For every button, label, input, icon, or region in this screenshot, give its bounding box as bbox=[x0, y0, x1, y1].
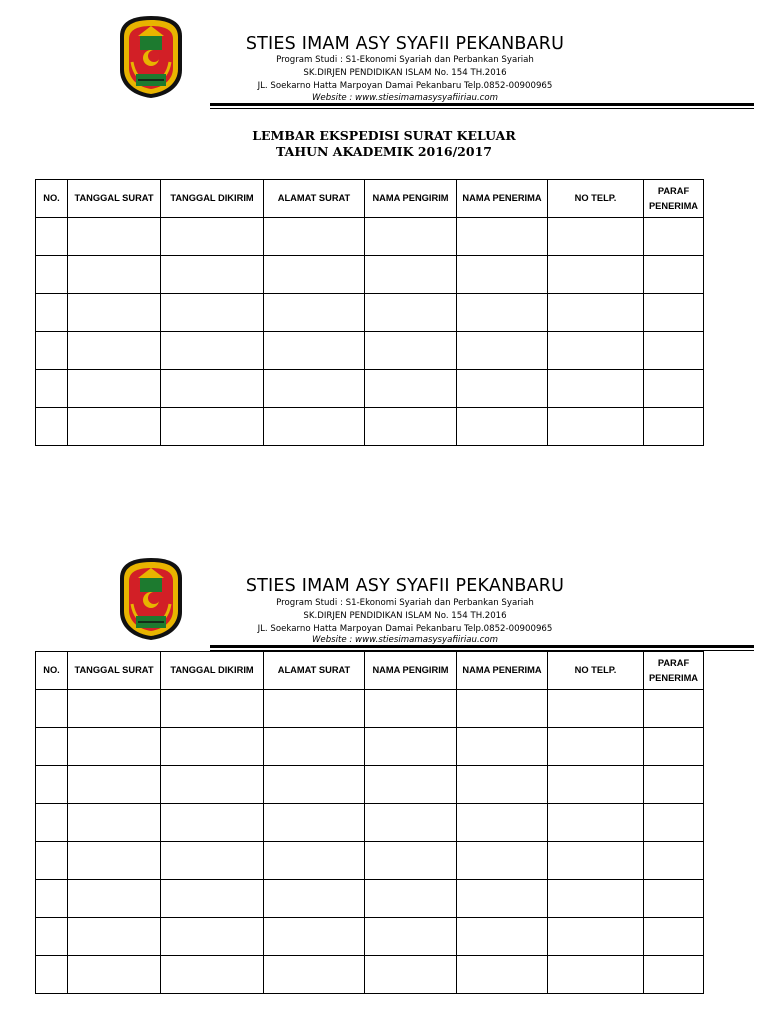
table-cell bbox=[264, 766, 365, 804]
table-cell bbox=[36, 294, 68, 332]
column-header-tanggal-dikirim: TANGGAL DIKIRIM bbox=[161, 652, 264, 690]
table-cell bbox=[36, 408, 68, 446]
table-header-row bbox=[36, 652, 704, 690]
table-cell bbox=[161, 918, 264, 956]
table-cell bbox=[161, 880, 264, 918]
table-cell bbox=[68, 370, 161, 408]
table-cell bbox=[36, 956, 68, 994]
table-cell bbox=[548, 332, 644, 370]
program-line: Program Studi : S1-Ekonomi Syariah dan Perbankan Syariah bbox=[276, 598, 534, 608]
table-cell bbox=[68, 408, 161, 446]
table-cell bbox=[457, 690, 548, 728]
table-cell bbox=[264, 956, 365, 994]
institution-logo-icon bbox=[118, 14, 184, 100]
column-header-tanggal-surat: TANGGAL SURAT bbox=[68, 652, 161, 690]
table-cell bbox=[36, 804, 68, 842]
table-cell bbox=[457, 294, 548, 332]
address-line: JL. Soekarno Hatta Marpoyan Damai Pekanbaru Telp.0852-00900965 bbox=[257, 81, 553, 91]
table-cell bbox=[161, 956, 264, 994]
table-cell bbox=[457, 804, 548, 842]
table-cell bbox=[457, 218, 548, 256]
table-cell bbox=[365, 804, 457, 842]
table-cell bbox=[264, 218, 365, 256]
table-cell bbox=[457, 918, 548, 956]
table-cell bbox=[36, 332, 68, 370]
table-cell bbox=[36, 690, 68, 728]
table-cell bbox=[68, 766, 161, 804]
table-cell bbox=[264, 408, 365, 446]
document-title-line1: LEMBAR EKSPEDISI SURAT KELUAR bbox=[252, 128, 516, 143]
table-cell bbox=[36, 728, 68, 766]
table-cell bbox=[68, 918, 161, 956]
table-cell bbox=[365, 370, 457, 408]
table-row bbox=[36, 370, 704, 408]
table-cell bbox=[161, 804, 264, 842]
table-cell bbox=[548, 804, 644, 842]
table-cell bbox=[644, 294, 704, 332]
table-cell bbox=[548, 218, 644, 256]
table-cell bbox=[36, 766, 68, 804]
table-row bbox=[36, 218, 704, 256]
table-cell bbox=[36, 842, 68, 880]
column-header-nama-pengirim: NAMA PENGIRIM bbox=[365, 652, 457, 690]
table-row bbox=[36, 256, 704, 294]
table-cell bbox=[161, 332, 264, 370]
table-cell bbox=[457, 332, 548, 370]
table-cell bbox=[161, 218, 264, 256]
website-line: Website : www.stiesimamasysyafiiriau.com bbox=[311, 635, 499, 645]
table-cell bbox=[365, 256, 457, 294]
table-cell bbox=[548, 728, 644, 766]
program-line: Program Studi : S1-Ekonomi Syariah dan Perbankan Syariah bbox=[276, 55, 534, 65]
table-cell bbox=[36, 370, 68, 408]
table-row bbox=[36, 956, 704, 994]
table-cell bbox=[264, 804, 365, 842]
expedition-table-2 bbox=[35, 651, 704, 994]
table-cell bbox=[548, 370, 644, 408]
header-divider-thick bbox=[210, 645, 754, 648]
table-cell bbox=[548, 690, 644, 728]
table-cell bbox=[161, 370, 264, 408]
table-row bbox=[36, 766, 704, 804]
table-cell bbox=[548, 842, 644, 880]
table-cell bbox=[457, 880, 548, 918]
table-cell bbox=[548, 956, 644, 994]
table-cell bbox=[548, 918, 644, 956]
table-cell bbox=[68, 256, 161, 294]
column-header-nama-pengirim: NAMA PENGIRIM bbox=[365, 180, 457, 218]
institution-logo-icon bbox=[118, 556, 184, 642]
table-cell bbox=[161, 690, 264, 728]
table-cell bbox=[644, 804, 704, 842]
table-cell bbox=[68, 880, 161, 918]
table-cell bbox=[548, 408, 644, 446]
table-cell bbox=[365, 218, 457, 256]
table-cell bbox=[161, 294, 264, 332]
table-cell bbox=[36, 256, 68, 294]
table-cell bbox=[68, 690, 161, 728]
table-row bbox=[36, 294, 704, 332]
table-cell bbox=[264, 728, 365, 766]
table-row bbox=[36, 408, 704, 446]
table-cell bbox=[36, 218, 68, 256]
table-cell bbox=[365, 918, 457, 956]
table-cell bbox=[68, 956, 161, 994]
table-cell bbox=[68, 332, 161, 370]
table-cell bbox=[264, 842, 365, 880]
table-cell bbox=[644, 332, 704, 370]
table-cell bbox=[68, 294, 161, 332]
column-header-alamat-surat: ALAMAT SURAT bbox=[264, 180, 365, 218]
table-cell bbox=[457, 766, 548, 804]
column-header-alamat-surat: ALAMAT SURAT bbox=[264, 652, 365, 690]
table-cell bbox=[264, 918, 365, 956]
table-cell bbox=[457, 728, 548, 766]
institution-name: STIES IMAM ASY SYAFII PEKANBARU bbox=[245, 34, 565, 54]
table-cell bbox=[644, 880, 704, 918]
table-cell bbox=[457, 256, 548, 294]
table-cell bbox=[68, 218, 161, 256]
table-cell bbox=[644, 218, 704, 256]
column-header-no: NO. bbox=[36, 652, 68, 690]
table-cell bbox=[264, 690, 365, 728]
table-cell bbox=[161, 256, 264, 294]
table-cell bbox=[644, 256, 704, 294]
column-header-tanggal-surat: TANGGAL SURAT bbox=[68, 180, 161, 218]
table-cell bbox=[365, 842, 457, 880]
document-title-line2: TAHUN AKADEMIK 2016/2017 bbox=[276, 144, 492, 159]
table-cell bbox=[548, 880, 644, 918]
table-cell bbox=[457, 408, 548, 446]
table-row bbox=[36, 918, 704, 956]
table-cell bbox=[68, 804, 161, 842]
table-cell bbox=[161, 842, 264, 880]
column-header-nama-penerima: NAMA PENERIMA bbox=[457, 652, 548, 690]
column-header-no-telp: NO TELP. bbox=[548, 180, 644, 218]
table-cell bbox=[644, 370, 704, 408]
table-cell bbox=[161, 408, 264, 446]
header-divider-thick bbox=[210, 103, 754, 106]
table-row bbox=[36, 804, 704, 842]
table-cell bbox=[68, 728, 161, 766]
table-cell bbox=[644, 918, 704, 956]
table-cell bbox=[36, 918, 68, 956]
table-cell bbox=[365, 728, 457, 766]
table-row bbox=[36, 842, 704, 880]
table-header-row bbox=[36, 180, 704, 218]
table-cell bbox=[264, 880, 365, 918]
table-cell bbox=[457, 842, 548, 880]
table-cell bbox=[644, 956, 704, 994]
table-row bbox=[36, 690, 704, 728]
table-cell bbox=[365, 332, 457, 370]
table-cell bbox=[264, 332, 365, 370]
table-cell bbox=[264, 294, 365, 332]
institution-name: STIES IMAM ASY SYAFII PEKANBARU bbox=[245, 576, 565, 596]
table-row bbox=[36, 880, 704, 918]
table-cell bbox=[644, 408, 704, 446]
column-header-tanggal-dikirim: TANGGAL DIKIRIM bbox=[161, 180, 264, 218]
table-cell bbox=[365, 294, 457, 332]
header-divider-thin bbox=[210, 108, 754, 109]
table-cell bbox=[365, 880, 457, 918]
table-cell bbox=[457, 370, 548, 408]
column-header-no: NO. bbox=[36, 180, 68, 218]
address-line: JL. Soekarno Hatta Marpoyan Damai Pekanbaru Telp.0852-00900965 bbox=[257, 624, 553, 634]
table-cell bbox=[161, 766, 264, 804]
table-cell bbox=[68, 842, 161, 880]
table-cell bbox=[644, 842, 704, 880]
table-cell bbox=[264, 370, 365, 408]
table-cell bbox=[644, 728, 704, 766]
table-cell bbox=[161, 728, 264, 766]
table-cell bbox=[264, 256, 365, 294]
table-cell bbox=[548, 256, 644, 294]
table-cell bbox=[644, 690, 704, 728]
website-line: Website : www.stiesimamasysyafiiriau.com bbox=[311, 93, 499, 103]
decree-line: SK.DIRJEN PENDIDIKAN ISLAM No. 154 TH.2016 bbox=[303, 611, 507, 621]
table-cell bbox=[36, 880, 68, 918]
table-body-1 bbox=[36, 218, 704, 446]
table-row bbox=[36, 728, 704, 766]
column-header-nama-penerima: NAMA PENERIMA bbox=[457, 180, 548, 218]
table-cell bbox=[365, 766, 457, 804]
table-cell bbox=[365, 408, 457, 446]
table-cell bbox=[365, 690, 457, 728]
column-header-paraf-penerima: PARAF PENERIMA bbox=[644, 180, 704, 218]
table-cell bbox=[457, 956, 548, 994]
table-row bbox=[36, 332, 704, 370]
table-cell bbox=[644, 766, 704, 804]
column-header-paraf-penerima: PARAF PENERIMA bbox=[644, 652, 704, 690]
table-body-2 bbox=[36, 690, 704, 994]
decree-line: SK.DIRJEN PENDIDIKAN ISLAM No. 154 TH.2016 bbox=[303, 68, 507, 78]
table-cell bbox=[365, 956, 457, 994]
table-cell bbox=[548, 294, 644, 332]
column-header-no-telp: NO TELP. bbox=[548, 652, 644, 690]
table-cell bbox=[548, 766, 644, 804]
expedition-table-1 bbox=[35, 179, 704, 446]
